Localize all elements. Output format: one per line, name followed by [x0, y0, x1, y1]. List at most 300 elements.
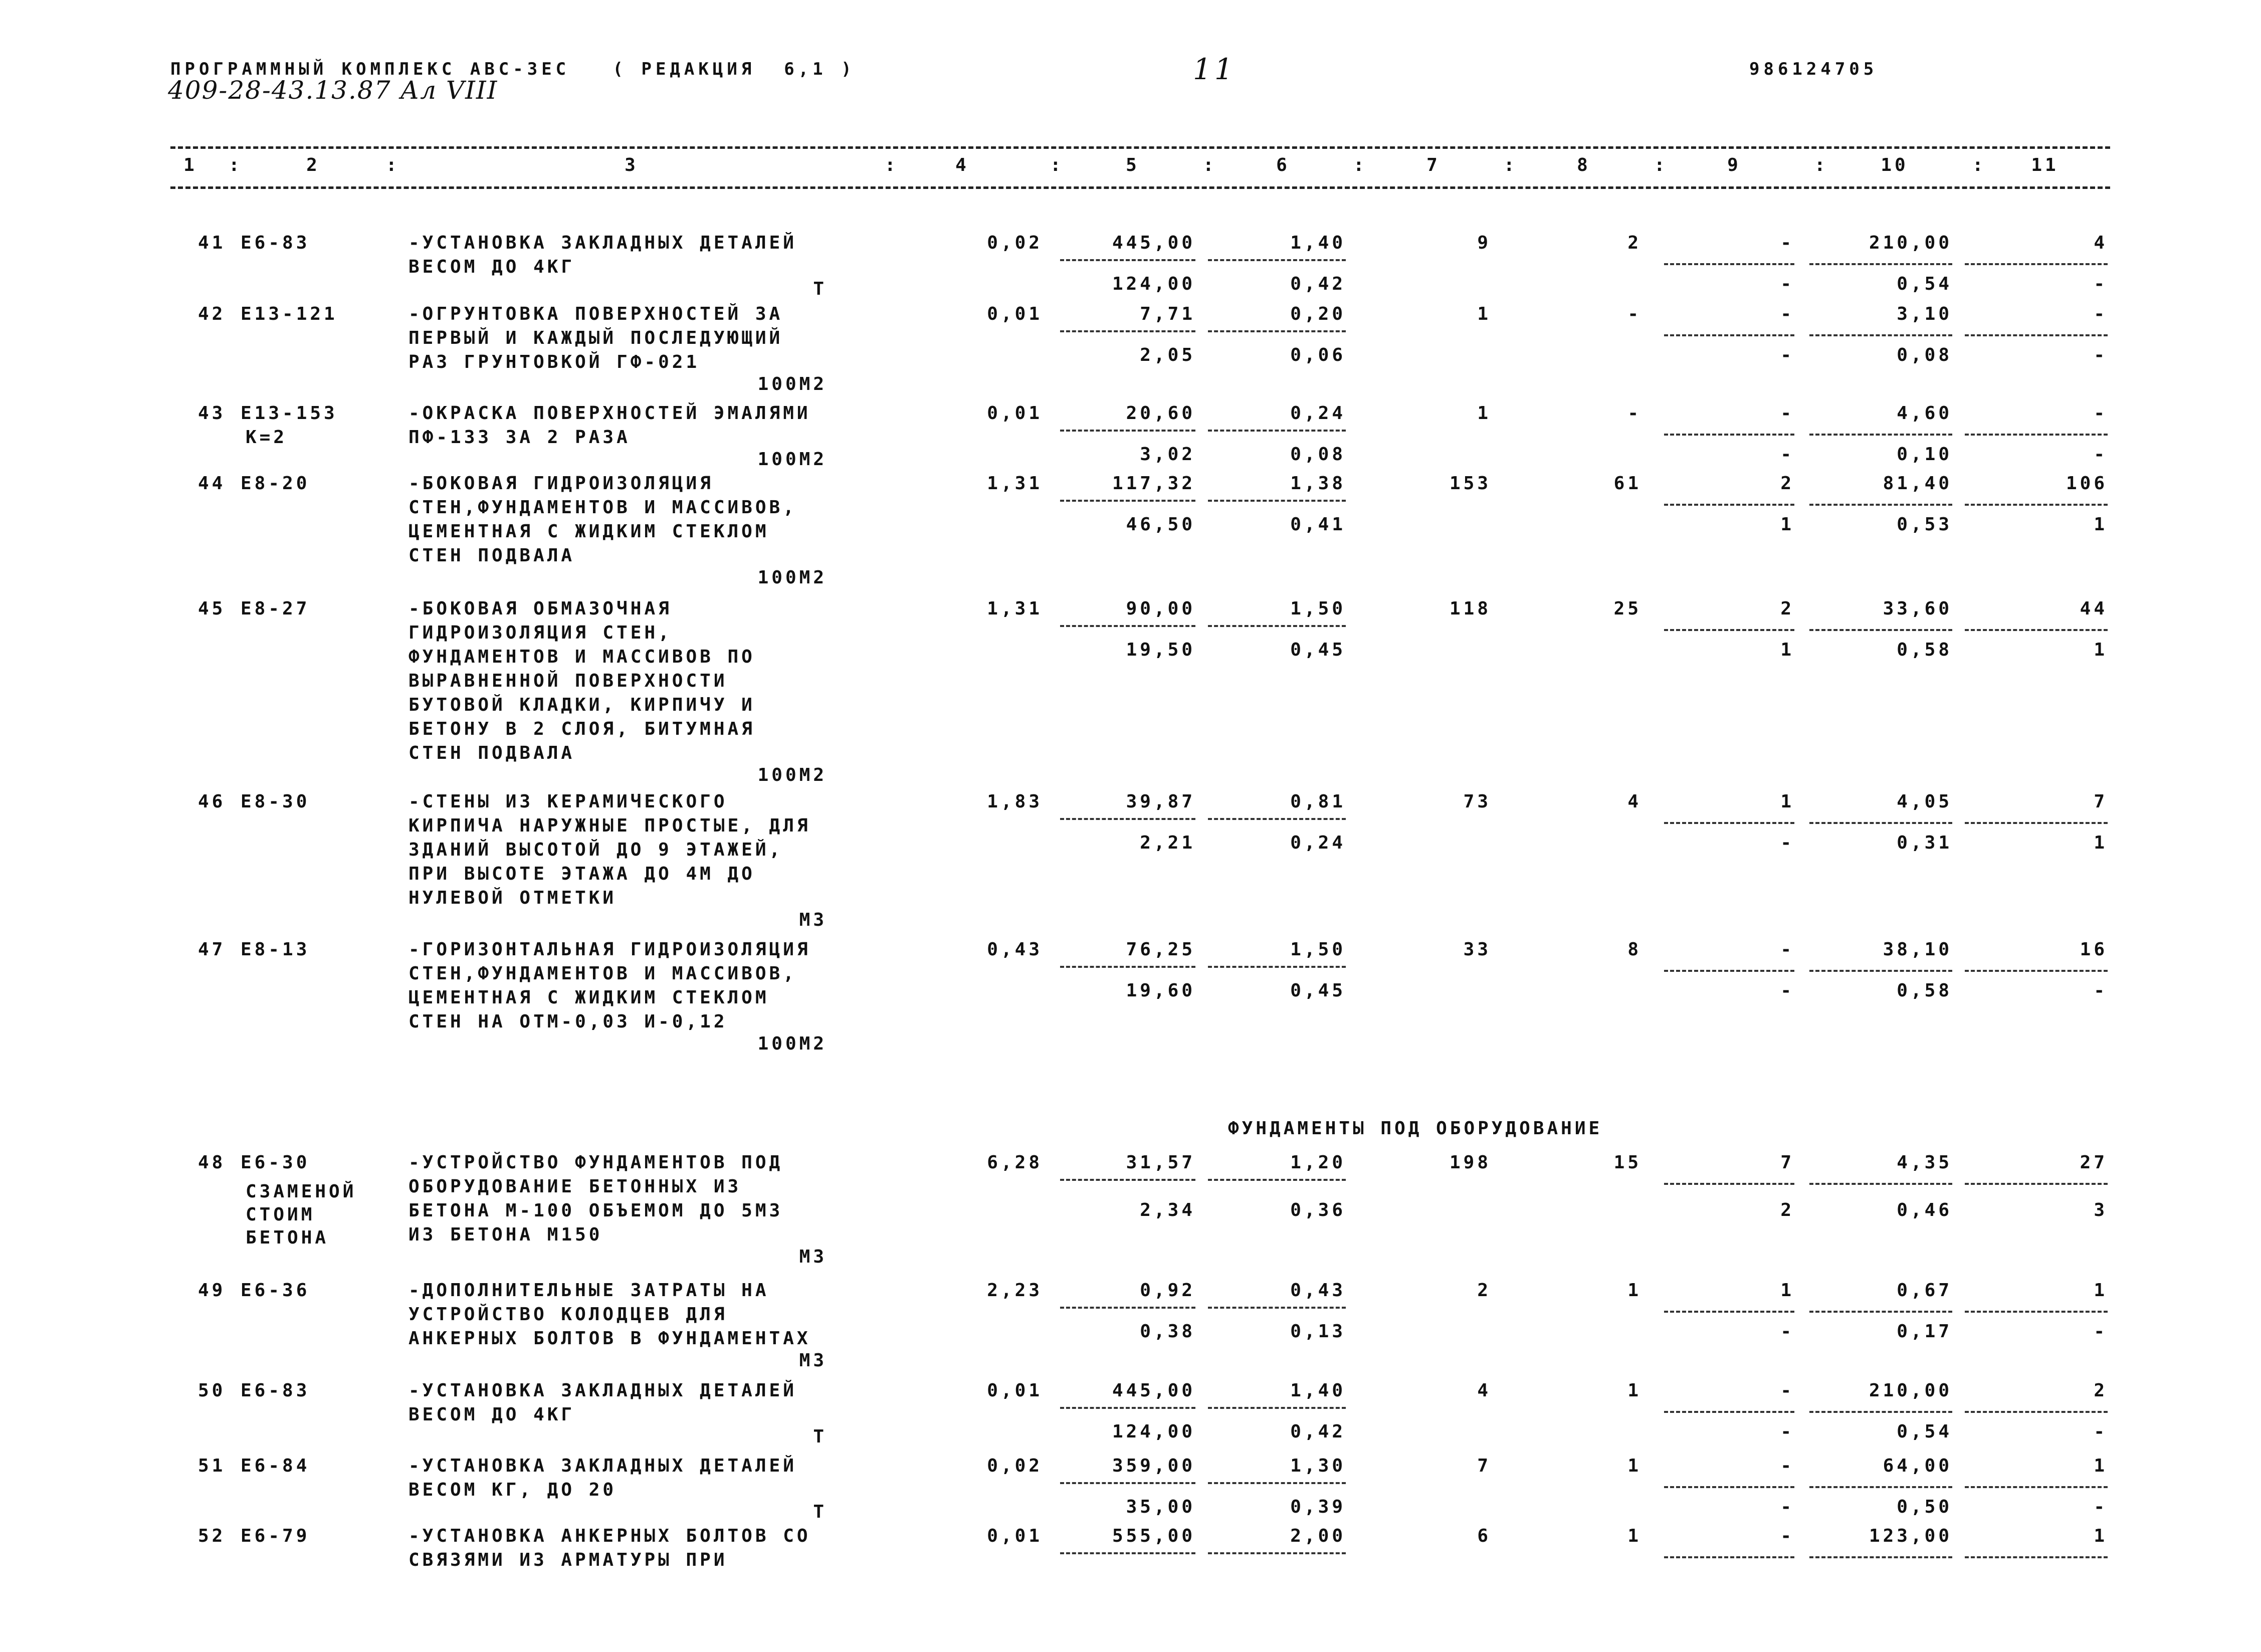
separator-dashes [1208, 1482, 1346, 1484]
work-description-line: -БОКОВАЯ ГИДРОИЗОЛЯЦИЯ [408, 473, 714, 494]
cost-total: 117,32 [1112, 473, 1195, 494]
separator-dashes [1664, 1183, 1794, 1185]
separator-dashes [1208, 1407, 1346, 1409]
separator-dashes [1809, 1556, 1952, 1558]
row-number: 46 [198, 791, 226, 812]
separator-dashes [1664, 970, 1794, 972]
norm-code: Е6-84 [241, 1456, 310, 1476]
value-col11: 27 [2080, 1152, 2108, 1173]
col-divider: : [1050, 155, 1064, 175]
quantity: 0,02 [987, 233, 1043, 253]
quantity: 0,43 [987, 939, 1043, 960]
labor-wage-part: 0,36 [1290, 1200, 1346, 1220]
labor-total: 0,43 [1290, 1280, 1346, 1301]
norm-code: Е8-13 [241, 939, 310, 960]
work-description-line: ВЕСОМ ДО 4КГ [408, 1404, 575, 1425]
separator-dashes [1208, 966, 1346, 968]
value-col9-sub: - [1780, 444, 1794, 465]
col-divider: : [885, 155, 899, 175]
norm-code-note: СЗАМЕНОЙ [246, 1181, 357, 1202]
norm-code: Е8-20 [241, 473, 310, 494]
cost-wage-part: 3,02 [1140, 444, 1195, 465]
work-description-line: ЦЕМЕНТНАЯ С ЖИДКИМ СТЕКЛОМ [408, 987, 769, 1008]
row-number: 51 [198, 1456, 226, 1476]
separator-dashes [1809, 1411, 1952, 1413]
col-header-2: 2 [306, 155, 320, 175]
value-col7: 153 [1449, 473, 1491, 494]
separator-dashes [1664, 1311, 1794, 1313]
work-description-line: ЗДАНИЙ ВЫСОТОЙ ДО 9 ЭТАЖЕЙ, [408, 840, 783, 860]
labor-total: 1,50 [1290, 939, 1346, 960]
row-number: 42 [198, 304, 226, 324]
row-number: 43 [198, 403, 226, 424]
separator-dashes [1664, 504, 1794, 506]
value-col10: 64,00 [1883, 1456, 1952, 1476]
value-col7: 9 [1477, 233, 1491, 253]
value-col10-sub: 0,10 [1897, 444, 1952, 465]
value-col10-sub: 0,17 [1897, 1321, 1952, 1342]
unit-of-measure: М3 [799, 1350, 827, 1371]
value-col9-sub: 1 [1780, 640, 1794, 660]
value-col11: 106 [2066, 473, 2108, 494]
cost-total: 445,00 [1112, 1380, 1195, 1401]
value-col7: 118 [1449, 598, 1491, 619]
work-description-line: БЕТОНА М-100 ОБЪЕМОМ ДО 5М3 [408, 1200, 783, 1221]
work-description-line: -ГОРИЗОНТАЛЬНАЯ ГИДРОИЗОЛЯЦИЯ [408, 939, 811, 960]
value-col8: 15 [1613, 1152, 1641, 1173]
separator-dashes [1060, 1407, 1195, 1409]
work-description-line: ИЗ БЕТОНА М150 [408, 1224, 603, 1245]
labor-total: 2,00 [1290, 1526, 1346, 1546]
unit-of-measure: Т [813, 279, 827, 299]
value-col9: 2 [1780, 598, 1794, 619]
value-col11: 2 [2094, 1380, 2108, 1401]
value-col11-sub: - [2094, 345, 2108, 365]
separator-dashes [1965, 434, 2108, 436]
value-col9: 1 [1780, 791, 1794, 812]
cost-wage-part: 0,38 [1140, 1321, 1195, 1342]
value-col11: - [2094, 403, 2108, 424]
labor-total: 1,40 [1290, 233, 1346, 253]
value-col8: - [1627, 403, 1641, 424]
col-header-5: 5 [1126, 155, 1140, 175]
cost-total: 445,00 [1112, 233, 1195, 253]
section-title: ФУНДАМЕНТЫ ПОД ОБОРУДОВАНИЕ [1228, 1118, 1603, 1139]
norm-code: Е8-27 [241, 598, 310, 619]
separator-dashes [1208, 430, 1346, 432]
value-col7: 1 [1477, 304, 1491, 324]
separator-dashes [1965, 1486, 2108, 1488]
separator-dashes [1060, 430, 1195, 432]
col-divider: : [1654, 155, 1668, 175]
norm-code-modifier: К=2 [246, 427, 288, 448]
header-rule-bottom [170, 186, 2110, 189]
work-description-line: -ОГРУНТОВКА ПОВЕРХНОСТЕЙ ЗА [408, 304, 783, 324]
work-description-line: СТЕН,ФУНДАМЕНТОВ И МАССИВОВ, [408, 497, 797, 518]
unit-of-measure: 100М2 [757, 765, 827, 785]
labor-wage-part: 0,42 [1290, 1421, 1346, 1442]
separator-dashes [1060, 1482, 1195, 1484]
value-col9: - [1780, 1526, 1794, 1546]
cost-wage-part: 19,50 [1126, 640, 1195, 660]
labor-total: 1,38 [1290, 473, 1346, 494]
value-col10-sub: 0,46 [1897, 1200, 1952, 1220]
value-col9-sub: - [1780, 274, 1794, 294]
value-col8: 61 [1613, 473, 1641, 494]
labor-wage-part: 0,06 [1290, 345, 1346, 365]
separator-dashes [1809, 1486, 1952, 1488]
value-col10-sub: 0,50 [1897, 1497, 1952, 1517]
separator-dashes [1208, 330, 1346, 332]
separator-dashes [1664, 334, 1794, 336]
labor-wage-part: 0,42 [1290, 274, 1346, 294]
separator-dashes [1208, 500, 1346, 502]
separator-dashes [1965, 1311, 2108, 1313]
quantity: 0,01 [987, 403, 1043, 424]
row-number: 52 [198, 1526, 226, 1546]
unit-of-measure: Т [813, 1426, 827, 1447]
cost-total: 0,92 [1140, 1280, 1195, 1301]
value-col11: 1 [2094, 1526, 2108, 1546]
quantity: 6,28 [987, 1152, 1043, 1173]
col-divider: : [1203, 155, 1217, 175]
value-col7: 33 [1463, 939, 1491, 960]
quantity: 0,01 [987, 1380, 1043, 1401]
value-col11: 1 [2094, 1280, 2108, 1301]
cost-wage-part: 2,05 [1140, 345, 1195, 365]
separator-dashes [1809, 263, 1952, 265]
value-col10-sub: 0,31 [1897, 833, 1952, 853]
cost-wage-part: 2,21 [1140, 833, 1195, 853]
value-col9-sub: - [1780, 345, 1794, 365]
quantity: 1,31 [987, 598, 1043, 619]
separator-dashes [1965, 1556, 2108, 1558]
value-col10: 210,00 [1869, 1380, 1952, 1401]
col-header-11: 11 [2031, 155, 2059, 175]
work-description-line: ВЕСОМ ДО 4КГ [408, 257, 575, 277]
separator-dashes [1809, 629, 1952, 631]
norm-code: Е6-36 [241, 1280, 310, 1301]
value-col7: 198 [1449, 1152, 1491, 1173]
value-col10: 4,05 [1897, 791, 1952, 812]
value-col9-sub: 2 [1780, 1200, 1794, 1220]
work-description-line: ОБОРУДОВАНИЕ БЕТОННЫХ ИЗ [408, 1176, 742, 1197]
value-col10: 123,00 [1869, 1526, 1952, 1546]
col-header-4: 4 [955, 155, 969, 175]
separator-dashes [1965, 504, 2108, 506]
cost-wage-part: 124,00 [1112, 1421, 1195, 1442]
work-description-line: НУЛЕВОЙ ОТМЕТКИ [408, 888, 617, 908]
value-col10-sub: 0,58 [1897, 640, 1952, 660]
value-col9-sub: - [1780, 1321, 1794, 1342]
value-col10-sub: 0,08 [1897, 345, 1952, 365]
work-description-line: КИРПИЧА НАРУЖНЫЕ ПРОСТЫЕ, ДЛЯ [408, 815, 811, 836]
value-col11-sub: 3 [2094, 1200, 2108, 1220]
separator-dashes [1965, 970, 2108, 972]
col-divider: : [1504, 155, 1518, 175]
work-description-line: ГИДРОИЗОЛЯЦИЯ СТЕН, [408, 623, 672, 643]
value-col9-sub: 1 [1780, 514, 1794, 535]
value-col9: 2 [1780, 473, 1794, 494]
norm-code: Е6-30 [241, 1152, 310, 1173]
separator-dashes [1809, 434, 1952, 436]
norm-code: Е6-83 [241, 233, 310, 253]
value-col9: 7 [1780, 1152, 1794, 1173]
cost-wage-part: 35,00 [1126, 1497, 1195, 1517]
value-col11-sub: 1 [2094, 514, 2108, 535]
quantity: 0,01 [987, 1526, 1043, 1546]
work-description-line: ЦЕМЕНТНАЯ С ЖИДКИМ СТЕКЛОМ [408, 521, 769, 542]
separator-dashes [1060, 500, 1195, 502]
separator-dashes [1664, 434, 1794, 436]
work-description-line: СТЕН ПОДВАЛА [408, 545, 575, 566]
value-col11: 16 [2080, 939, 2108, 960]
separator-dashes [1664, 629, 1794, 631]
row-number: 49 [198, 1280, 226, 1301]
unit-of-measure: 100М2 [757, 567, 827, 588]
value-col8: 8 [1627, 939, 1641, 960]
value-col11-sub: 1 [2094, 833, 2108, 853]
row-number: 50 [198, 1380, 226, 1401]
col-header-7: 7 [1426, 155, 1441, 175]
labor-total: 1,20 [1290, 1152, 1346, 1173]
value-col9-sub: - [1780, 980, 1794, 1001]
work-description-line: -УСТАНОВКА ЗАКЛАДНЫХ ДЕТАЛЕЙ [408, 233, 797, 253]
work-description-line: БЕТОНУ В 2 СЛОЯ, БИТУМНАЯ [408, 719, 755, 739]
value-col10: 0,67 [1897, 1280, 1952, 1301]
separator-dashes [1965, 822, 2108, 824]
work-description-line: АНКЕРНЫХ БОЛТОВ В ФУНДАМЕНТАХ [408, 1328, 811, 1349]
header-rule-top [170, 146, 2110, 149]
value-col9-sub: - [1780, 1497, 1794, 1517]
value-col9: 1 [1780, 1280, 1794, 1301]
value-col10-sub: 0,53 [1897, 514, 1952, 535]
separator-dashes [1965, 334, 2108, 336]
quantity: 0,02 [987, 1456, 1043, 1476]
norm-code: Е8-30 [241, 791, 310, 812]
unit-of-measure: Т [813, 1502, 827, 1522]
cost-wage-part: 46,50 [1126, 514, 1195, 535]
norm-code: Е6-83 [241, 1380, 310, 1401]
document-code: 986124705 [1749, 59, 1878, 79]
work-description-line: -ОКРАСКА ПОВЕРХНОСТЕЙ ЭМАЛЯМИ [408, 403, 811, 424]
col-header-10: 10 [1881, 155, 1909, 175]
work-description-line: -УСТАНОВКА ЗАКЛАДНЫХ ДЕТАЛЕЙ [408, 1456, 797, 1476]
value-col9: - [1780, 403, 1794, 424]
cost-total: 31,57 [1126, 1152, 1195, 1173]
value-col7: 1 [1477, 403, 1491, 424]
value-col7: 73 [1463, 791, 1491, 812]
separator-dashes [1060, 1552, 1195, 1554]
separator-dashes [1208, 1552, 1346, 1554]
value-col11: - [2094, 304, 2108, 324]
separator-dashes [1664, 1411, 1794, 1413]
value-col9-sub: - [1780, 833, 1794, 853]
work-description-line: ФУНДАМЕНТОВ И МАССИВОВ ПО [408, 647, 755, 667]
value-col8: 4 [1627, 791, 1641, 812]
value-col8: 1 [1627, 1526, 1641, 1546]
work-description-line: -УСТРОЙСТВО ФУНДАМЕНТОВ ПОД [408, 1152, 783, 1173]
labor-total: 1,30 [1290, 1456, 1346, 1476]
labor-total: 1,50 [1290, 598, 1346, 619]
value-col11-sub: - [2094, 444, 2108, 465]
work-description-line: ПЕРВЫЙ И КАЖДЫЙ ПОСЛЕДУЮЩИЙ [408, 328, 783, 348]
value-col7: 4 [1477, 1380, 1491, 1401]
row-number: 48 [198, 1152, 226, 1173]
separator-dashes [1965, 1411, 2108, 1413]
separator-dashes [1809, 1311, 1952, 1313]
labor-wage-part: 0,24 [1290, 833, 1346, 853]
col-header-8: 8 [1577, 155, 1591, 175]
page-number: 11 [1193, 52, 1236, 86]
separator-dashes [1208, 1307, 1346, 1309]
value-col11-sub: - [2094, 1497, 2108, 1517]
quantity: 2,23 [987, 1280, 1043, 1301]
labor-total: 0,20 [1290, 304, 1346, 324]
col-divider: : [1814, 155, 1828, 175]
value-col11: 1 [2094, 1456, 2108, 1476]
work-description-line: ПФ-133 ЗА 2 РАЗА [408, 427, 631, 448]
cost-total: 7,71 [1140, 304, 1195, 324]
value-col11: 44 [2080, 598, 2108, 619]
col-header-3: 3 [625, 155, 639, 175]
work-description-line: РАЗ ГРУНТОВКОЙ ГФ-021 [408, 352, 700, 372]
value-col11-sub: - [2094, 1321, 2108, 1342]
col-header-1: 1 [183, 155, 197, 175]
separator-dashes [1060, 966, 1195, 968]
row-number: 44 [198, 473, 226, 494]
value-col11-sub: - [2094, 1421, 2108, 1442]
separator-dashes [1809, 504, 1952, 506]
col-divider: : [1353, 155, 1367, 175]
separator-dashes [1965, 629, 2108, 631]
separator-dashes [1965, 263, 2108, 265]
unit-of-measure: 100М2 [757, 449, 827, 470]
cost-total: 20,60 [1126, 403, 1195, 424]
work-description-line: ВЫРАВНЕННОЙ ПОВЕРХНОСТИ [408, 671, 728, 691]
col-divider: : [1972, 155, 1986, 175]
value-col8: 2 [1627, 233, 1641, 253]
labor-wage-part: 0,41 [1290, 514, 1346, 535]
work-description-line: -СТЕНЫ ИЗ КЕРАМИЧЕСКОГО [408, 791, 728, 812]
labor-wage-part: 0,39 [1290, 1497, 1346, 1517]
work-description-line: -УСТАНОВКА ЗАКЛАДНЫХ ДЕТАЛЕЙ [408, 1380, 797, 1401]
work-description-line: -БОКОВАЯ ОБМАЗОЧНАЯ [408, 598, 672, 619]
norm-code: Е13-121 [241, 304, 338, 324]
work-description-line: СТЕН ПОДВАЛА [408, 743, 575, 763]
value-col9: - [1780, 939, 1794, 960]
work-description-line: ВЕСОМ КГ, ДО 20 [408, 1480, 617, 1500]
col-header-9: 9 [1727, 155, 1741, 175]
cost-total: 555,00 [1112, 1526, 1195, 1546]
norm-code-note: СТОИМ [246, 1204, 315, 1225]
separator-dashes [1208, 1179, 1346, 1181]
separator-dashes [1809, 822, 1952, 824]
col-header-sep: : [229, 155, 243, 175]
work-description-line: БУТОВОЙ КЛАДКИ, КИРПИЧУ И [408, 695, 755, 715]
work-description-line: СТЕН,ФУНДАМЕНТОВ И МАССИВОВ, [408, 963, 797, 984]
value-col10-sub: 0,58 [1897, 980, 1952, 1001]
separator-dashes [1060, 1179, 1195, 1181]
separator-dashes [1208, 818, 1346, 820]
value-col7: 6 [1477, 1526, 1491, 1546]
work-description-line: СТЕН НА ОТМ-0,03 И-0,12 [408, 1011, 728, 1032]
work-description-line: СВЯЗЯМИ ИЗ АРМАТУРЫ ПРИ [408, 1550, 728, 1570]
row-number: 41 [198, 233, 226, 253]
value-col9: - [1780, 233, 1794, 253]
col-header-6: 6 [1276, 155, 1290, 175]
labor-wage-part: 0,45 [1290, 640, 1346, 660]
value-col10-sub: 0,54 [1897, 274, 1952, 294]
cost-total: 76,25 [1126, 939, 1195, 960]
unit-of-measure: М3 [799, 1247, 827, 1267]
quantity: 1,31 [987, 473, 1043, 494]
value-col7: 7 [1477, 1456, 1491, 1476]
separator-dashes [1664, 263, 1794, 265]
value-col10: 81,40 [1883, 473, 1952, 494]
cost-wage-part: 19,60 [1126, 980, 1195, 1001]
row-number: 47 [198, 939, 226, 960]
value-col8: - [1627, 304, 1641, 324]
separator-dashes [1060, 625, 1195, 627]
separator-dashes [1664, 822, 1794, 824]
labor-wage-part: 0,13 [1290, 1321, 1346, 1342]
separator-dashes [1208, 259, 1346, 261]
separator-dashes [1060, 1307, 1195, 1309]
value-col9: - [1780, 1380, 1794, 1401]
separator-dashes [1060, 330, 1195, 332]
quantity: 0,01 [987, 304, 1043, 324]
value-col10: 33,60 [1883, 598, 1952, 619]
quantity: 1,83 [987, 791, 1043, 812]
labor-wage-part: 0,45 [1290, 980, 1346, 1001]
unit-of-measure: 100М2 [757, 374, 827, 394]
row-number: 45 [198, 598, 226, 619]
unit-of-measure: М3 [799, 910, 827, 930]
value-col9: - [1780, 304, 1794, 324]
labor-total: 0,81 [1290, 791, 1346, 812]
cost-total: 359,00 [1112, 1456, 1195, 1476]
work-description-line: ПРИ ВЫСОТЕ ЭТАЖА ДО 4М ДО [408, 864, 755, 884]
value-col8: 25 [1613, 598, 1641, 619]
value-col10: 4,35 [1897, 1152, 1952, 1173]
labor-total: 0,24 [1290, 403, 1346, 424]
value-col10: 38,10 [1883, 939, 1952, 960]
labor-total: 1,40 [1290, 1380, 1346, 1401]
separator-dashes [1965, 1183, 2108, 1185]
separator-dashes [1664, 1486, 1794, 1488]
work-description-line: УСТРОЙСТВО КОЛОДЦЕВ ДЛЯ [408, 1304, 728, 1325]
value-col11-sub: 1 [2094, 640, 2108, 660]
norm-code: Е13-153 [241, 403, 338, 424]
work-description-line: -ДОПОЛНИТЕЛЬНЫЕ ЗАТРАТЫ НА [408, 1280, 769, 1301]
value-col10: 3,10 [1897, 304, 1952, 324]
cost-total: 90,00 [1126, 598, 1195, 619]
value-col10: 4,60 [1897, 403, 1952, 424]
value-col11: 7 [2094, 791, 2108, 812]
value-col11-sub: - [2094, 274, 2108, 294]
value-col7: 2 [1477, 1280, 1491, 1301]
value-col10-sub: 0,54 [1897, 1421, 1952, 1442]
norm-code: Е6-79 [241, 1526, 310, 1546]
value-col8: 1 [1627, 1280, 1641, 1301]
separator-dashes [1664, 1556, 1794, 1558]
labor-wage-part: 0,08 [1290, 444, 1346, 465]
unit-of-measure: 100М2 [757, 1034, 827, 1054]
value-col8: 1 [1627, 1380, 1641, 1401]
value-col11: 4 [2094, 233, 2108, 253]
separator-dashes [1060, 818, 1195, 820]
